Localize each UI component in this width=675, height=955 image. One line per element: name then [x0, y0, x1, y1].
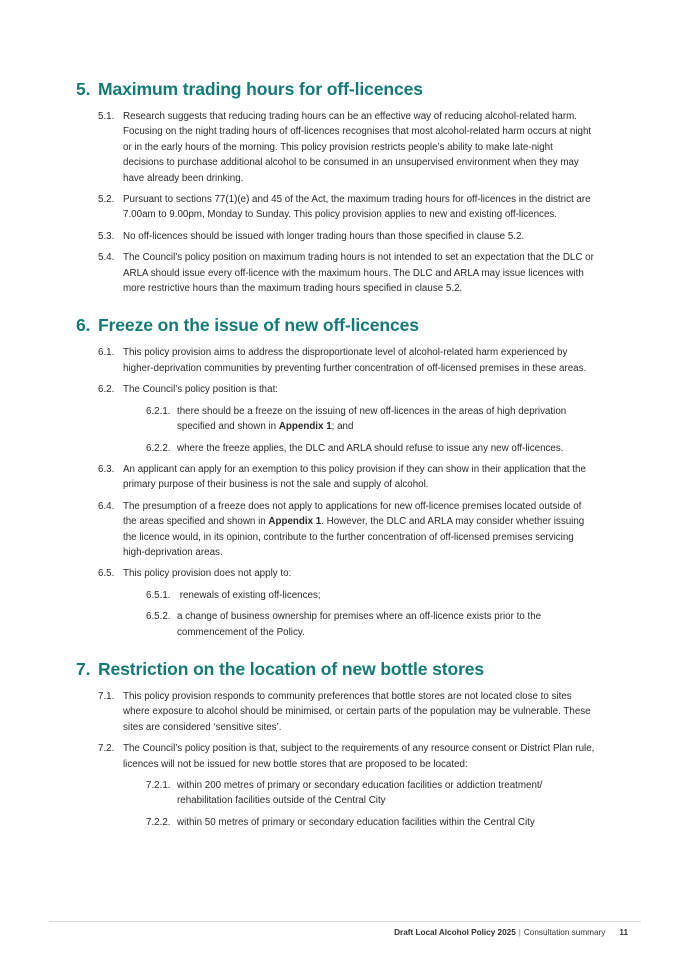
- clause: [76, 229, 596, 244]
- clause-text-part: ; and: [331, 421, 354, 433]
- clause-text: within 200 metres of primary or secondary education facilities or addiction treatment/ rehabilitation facilities outside of the Central City: [177, 780, 543, 807]
- clause-number: 5.3.: [98, 230, 115, 242]
- section-heading: [76, 78, 596, 100]
- clause-text: This policy provision does not apply to:: [123, 568, 292, 580]
- appendix-reference: Appendix 1: [278, 421, 332, 433]
- clause-text: within 50 metres of primary or secondary education facilities within the Central City: [177, 816, 535, 828]
- clause-number: 7.2.2.: [146, 816, 171, 828]
- clause-text: An applicant can apply for an exemption to this policy provision if they can show in their application that the primary purpose of their business is not the sale and supply of alcohol.: [123, 463, 586, 491]
- clause-number: 5.1.: [98, 111, 115, 122]
- clause-number: 7.2.: [98, 743, 115, 755]
- sub-clause: [76, 404, 596, 435]
- section-number: 6.: [76, 315, 91, 336]
- clause-number: 6.5.1.: [146, 589, 171, 601]
- clause-number: 6.2.1.: [146, 405, 171, 417]
- clause-text: a change of business ownership for premises where an off-licence exists prior to the commencement of the Policy.: [177, 611, 542, 638]
- clause: [76, 689, 596, 735]
- clause-number: 6.4.: [98, 500, 115, 512]
- footer-divider: [49, 921, 641, 922]
- clause: [76, 462, 596, 493]
- clause-number: 5.2.: [98, 194, 115, 206]
- clause-number: 6.2.2.: [146, 442, 171, 454]
- clause-text: [177, 404, 596, 435]
- section-6: [76, 314, 596, 640]
- clause-number: 6.1.: [98, 347, 115, 359]
- clause-text: renewals of existing off-licences;: [177, 589, 321, 601]
- section-number: 5.: [76, 79, 91, 99]
- section-title: Maximum trading hours for off-licences: [98, 79, 423, 99]
- clause-text: The Council’s policy position is that, subject to the requirements of any resource consent or District Plan rule, licences will not be issued for new bottle stores that are proposed to be located:: [123, 743, 595, 770]
- clause-number: 6.3.: [98, 463, 115, 475]
- clause: [76, 109, 596, 186]
- clause-text-part: The presumption of a freeze does not apply to applications for new off-licence premises located outside of the areas specified and shown in: [123, 500, 582, 528]
- clause-number: 7.2.1.: [146, 780, 171, 791]
- section-title: Freeze on the issue of new off-licences: [98, 315, 419, 336]
- clause-number: 6.5.: [98, 568, 115, 580]
- sub-clause: [76, 778, 596, 809]
- clause-number: 6.2.: [98, 384, 115, 396]
- clause-text: The Council’s policy position on maximum trading hours is not intended to set an expectation that the DLC or ARLA should issue every off-licence with the maximum hours. The DLC and ARLA may issue licences with more restrictive hours than the maximum trading hours specified in clause 5.2.: [123, 252, 594, 295]
- section-number: 7.: [76, 658, 91, 679]
- clause: [76, 566, 596, 581]
- clause-text: where the freeze applies, the DLC and ARLA should refuse to issue any new off-licences.: [177, 442, 564, 454]
- section-7: [76, 658, 596, 830]
- clause-text-part: . However, the DLC and ARLA may consider whether issuing the licence would, in its opinion, contribute to the further concentration of off-licensed premises servicing high-deprivation areas.: [123, 516, 585, 558]
- clause-text: The Council’s policy position is that:: [123, 384, 279, 396]
- sub-clause: [76, 441, 596, 456]
- clause-text: No off-licences should be issued with longer trading hours than those specified in clause 5.2.: [123, 230, 525, 242]
- clause: [76, 382, 596, 397]
- clause-number: 7.1.: [98, 690, 115, 702]
- clause-number: 6.5.2.: [146, 611, 171, 623]
- footer-separator: |: [518, 928, 521, 937]
- page-number: 11: [619, 928, 628, 937]
- appendix-reference: Appendix 1: [268, 516, 322, 528]
- clause-text-part: there should be a freeze on the issuing of new off-licences in the areas of high deprivation specified and shown in: [177, 405, 567, 433]
- page-footer: [394, 928, 628, 937]
- clause: [76, 345, 596, 376]
- page-content: [76, 78, 596, 848]
- clause-text: This policy provision responds to community preferences that bottle stores are not located close to sites where exposure to alcohol should be minimised, or certain parts of the population may be vulnerable. These sites are considered ‘sensitive sites’.: [123, 690, 591, 733]
- sub-clause: [76, 609, 596, 640]
- clause-text: [123, 499, 596, 561]
- section-heading: [76, 658, 596, 680]
- clause-text: This policy provision aims to address the disproportionate level of alcohol-related harm experienced by higher-deprivation communities by preventing further concentration of off-licensed premises in these areas.: [123, 347, 587, 374]
- clause-number: 5.4.: [98, 252, 115, 264]
- section-title: Restriction on the location of new bottle stores: [98, 658, 485, 679]
- section-heading: [76, 314, 596, 336]
- clause-text: Pursuant to sections 77(1)(e) and 45 of the Act, the maximum trading hours for off-licences in the district are 7.00am to 9.00pm, Monday to Sunday. This policy provision applies to new and existing off-licences.: [123, 194, 591, 221]
- clause: [76, 192, 596, 223]
- sub-clause: [76, 588, 596, 603]
- clause: [76, 741, 596, 772]
- footer-subtitle: Consultation summary: [523, 928, 606, 937]
- clause-text: Research suggests that reducing trading hours can be an effective way of reducing alcohol-related harm. Focusing on the night trading hours of off-licences recognises that most alcohol-related harm occurs at night or in the early hours of the morning. This policy provision restricts people’s ability to make late-night decisions to purchase additional alcohol to be consumed in an unsupervised environment when they may have already been drinking.: [123, 111, 592, 184]
- clause: [76, 499, 596, 561]
- footer-document-title: Draft Local Alcohol Policy 2025: [394, 928, 516, 937]
- section-5: [76, 78, 596, 296]
- clause: [76, 250, 596, 296]
- sub-clause: [76, 815, 596, 830]
